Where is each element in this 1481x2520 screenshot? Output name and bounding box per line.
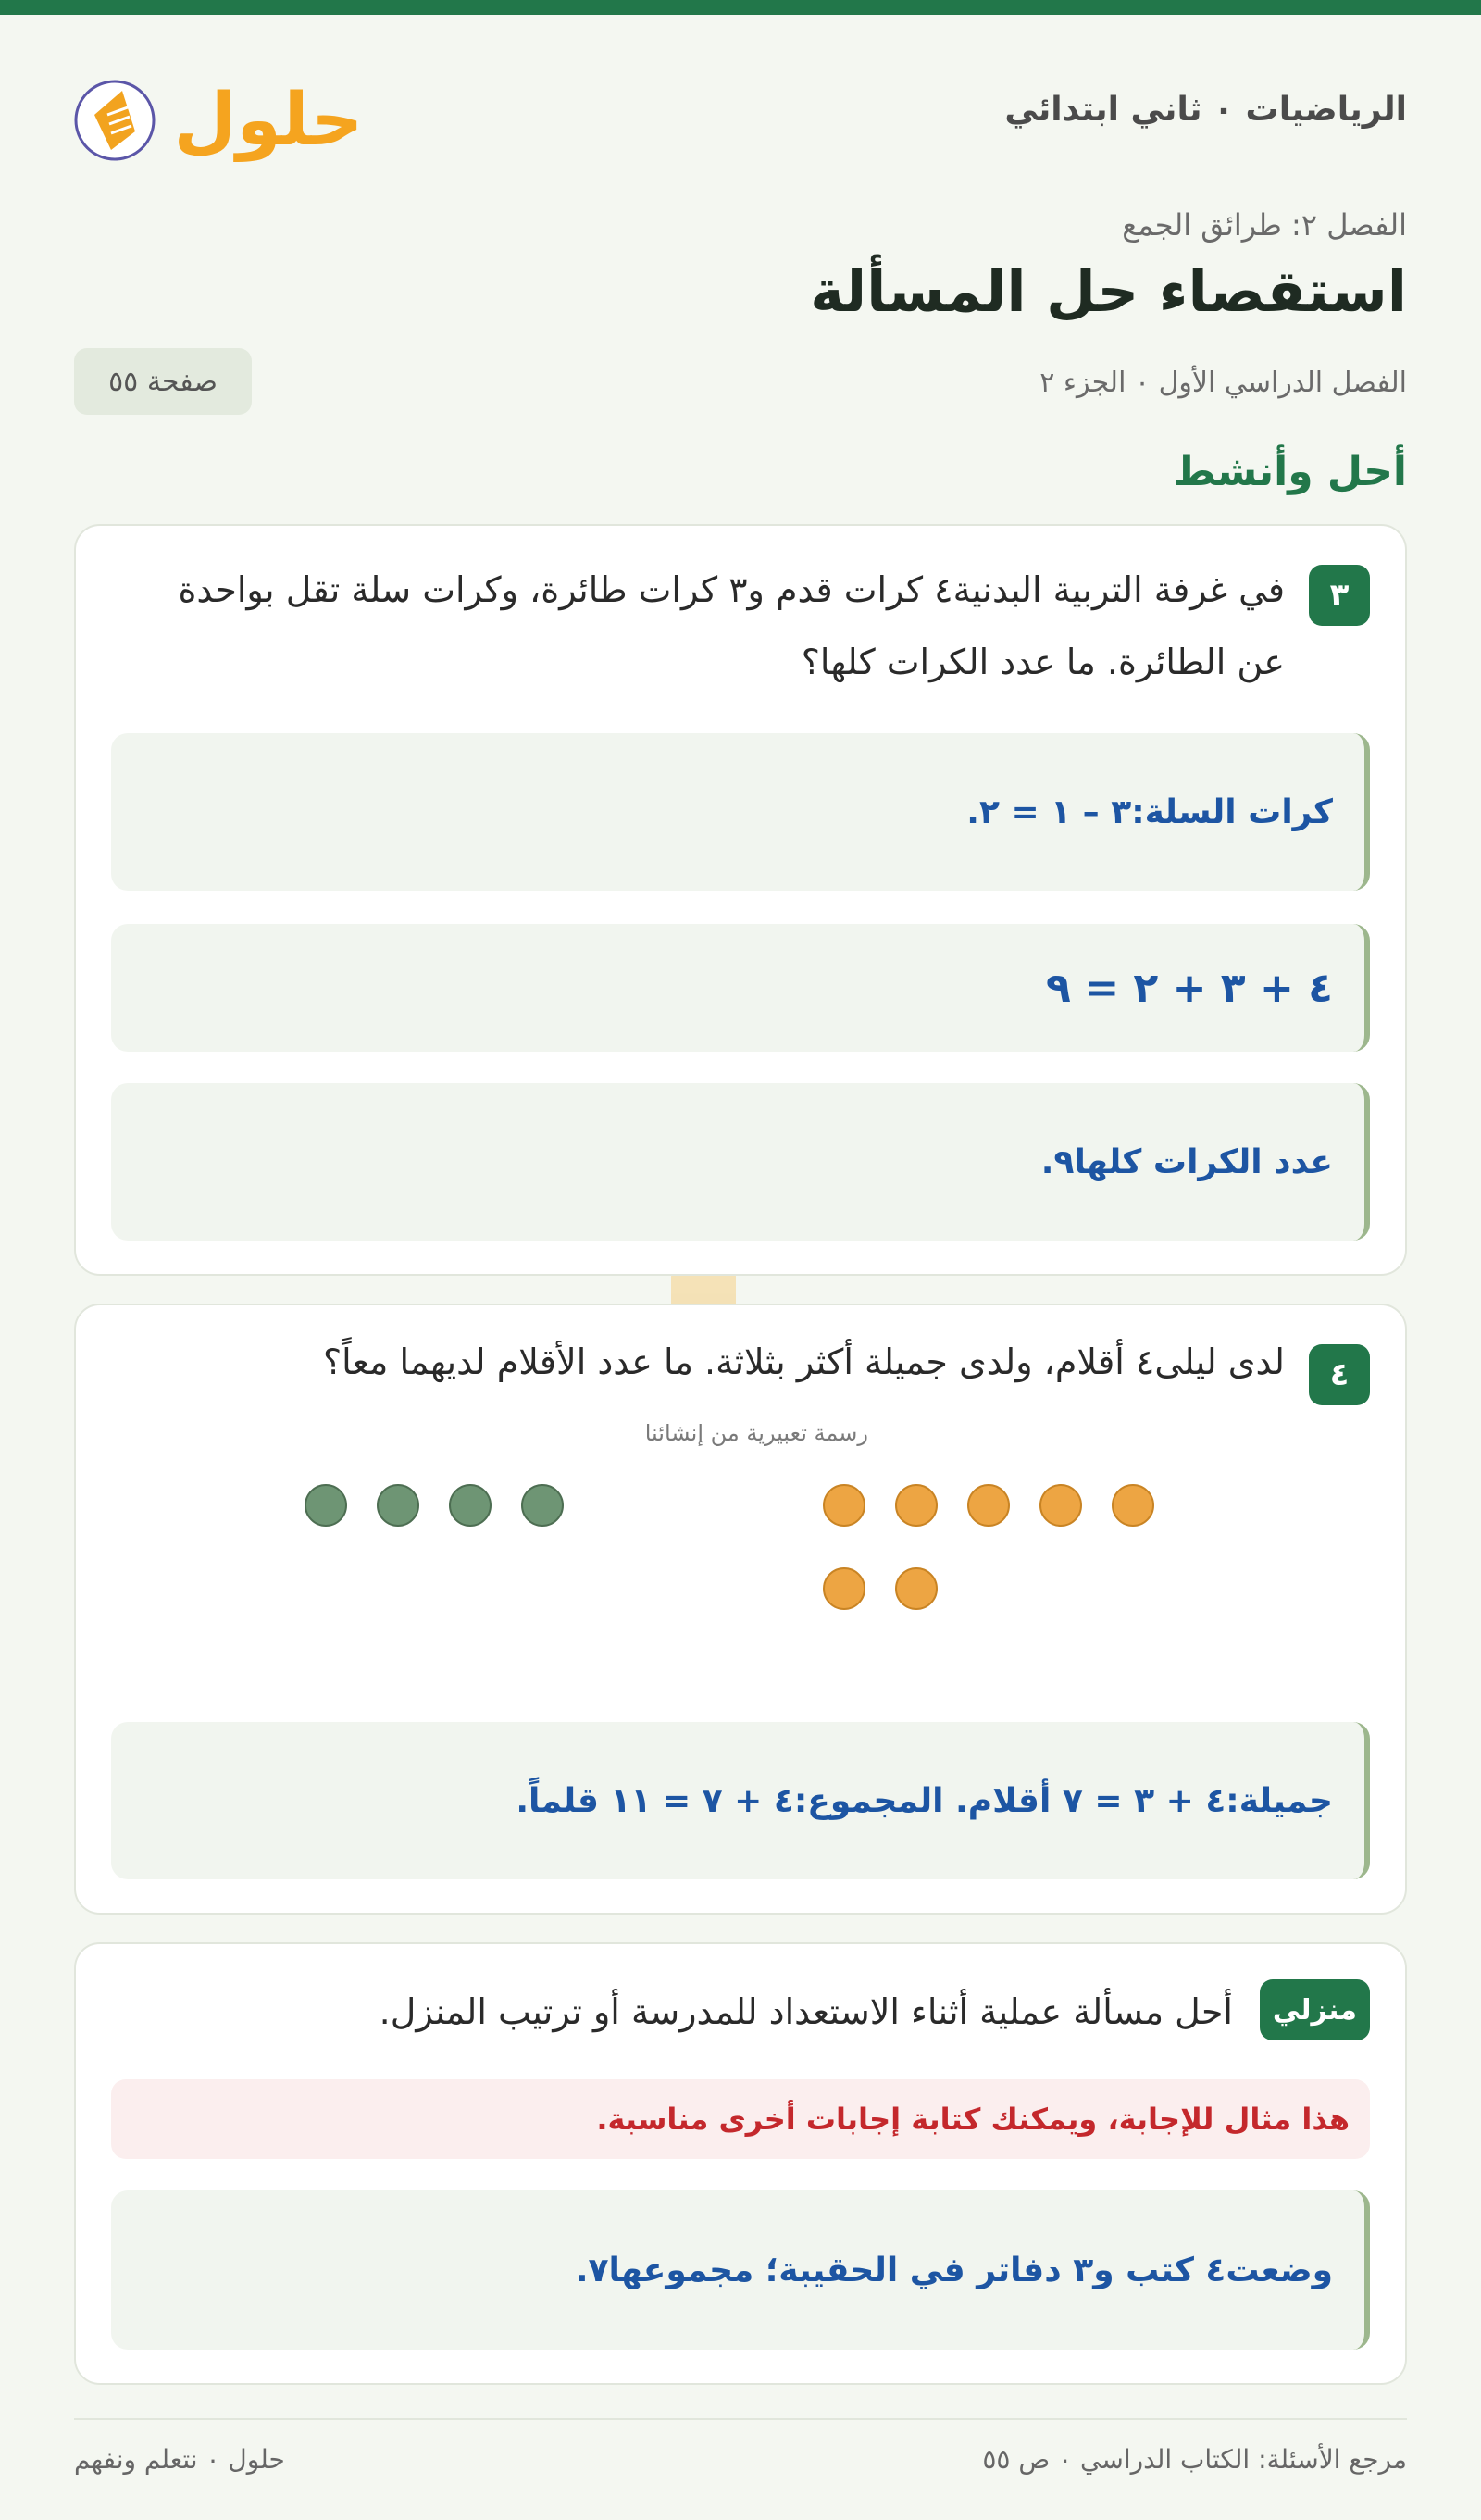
- question-number-badge: ٣: [1309, 565, 1370, 626]
- jamila-pen-dot: [1040, 1485, 1081, 1526]
- question-number-badge: ٤: [1309, 1344, 1370, 1405]
- question-card-4: [74, 1304, 1407, 1915]
- illustration-caption: رسمة تعبيرية من إنشائنا: [644, 1420, 868, 1446]
- answer-box: وضعت٤ كتب و٣ دفاتر في الحقيبة؛ مجموعها٧.: [111, 2190, 1370, 2350]
- layla-pen-dot: [305, 1485, 346, 1526]
- jamila-pen-dot: [824, 1568, 865, 1609]
- hulul-logo: [74, 57, 364, 178]
- subject-label: الرياضيات ٠ ثاني ابتدائي: [1004, 91, 1407, 129]
- jamila-pen-dot: [1113, 1485, 1153, 1526]
- chapter-label: الفصل ٢: طرائق الجمع: [1122, 207, 1407, 243]
- section-heading: أحل وأنشط: [1173, 448, 1407, 495]
- answer-box: جميلة:٤ + ٣ = ٧ أقلام. المجموع:٤ + ٧ = ١١ قلماً.: [111, 1722, 1370, 1879]
- home-tag-badge: منزلي: [1260, 1979, 1370, 2040]
- answer-box: كرات السلة:٣ – ١ = ٢.: [111, 733, 1370, 891]
- logo-text: حلول: [173, 79, 364, 162]
- jamila-pen-dot: [896, 1485, 937, 1526]
- footer-reference: مرجع الأسئلة: الكتاب الدراسي ٠ ص ٥٥: [982, 2444, 1407, 2475]
- page-header: [74, 57, 1407, 178]
- question-text: في غرفة التربية البدنية٤ كرات قدم و٣ كرات طائرة، وكرات سلة تقل بواحدة عن الطائرة. ما عدد الكرات كلها؟: [178, 569, 1285, 682]
- answer-box: ٤ + ٣ + ٢ = ٩: [111, 924, 1370, 1052]
- answer-box: عدد الكرات كلها٩.: [111, 1083, 1370, 1241]
- home-task-text: أحل مسألة عملية أثناء الاستعداد للمدرسة أو ترتيب المنزل.: [379, 1991, 1233, 2032]
- jamila-pen-dot: [896, 1568, 937, 1609]
- footer-brand: حلول ٠ نتعلم ونفهم: [74, 2444, 285, 2475]
- page-number-badge: صفحة ٥٥: [74, 348, 252, 415]
- jamila-pen-dot: [824, 1485, 865, 1526]
- layla-pen-dot: [522, 1485, 563, 1526]
- footer-divider: [74, 2418, 1407, 2420]
- top-accent-bar: [0, 0, 1481, 15]
- question-card-3: [74, 524, 1407, 1276]
- example-answer-note: هذا مثال للإجابة، ويمكنك كتابة إجابات أخرى مناسبة.: [111, 2079, 1370, 2159]
- layla-pen-dot: [378, 1485, 418, 1526]
- semester-label: الفصل الدراسي الأول ٠ الجزء ٢: [1039, 367, 1407, 399]
- question-text: لدى ليلى٤ أقلام، ولدى جميلة أكثر بثلاثة. ما عدد الأقلام لديهما معاً؟: [322, 1341, 1285, 1382]
- home-task-card: [74, 1942, 1407, 2385]
- page-title: استقصاء حل المسألة: [810, 257, 1407, 325]
- layla-pen-dot: [450, 1485, 491, 1526]
- jamila-pen-dot: [968, 1485, 1009, 1526]
